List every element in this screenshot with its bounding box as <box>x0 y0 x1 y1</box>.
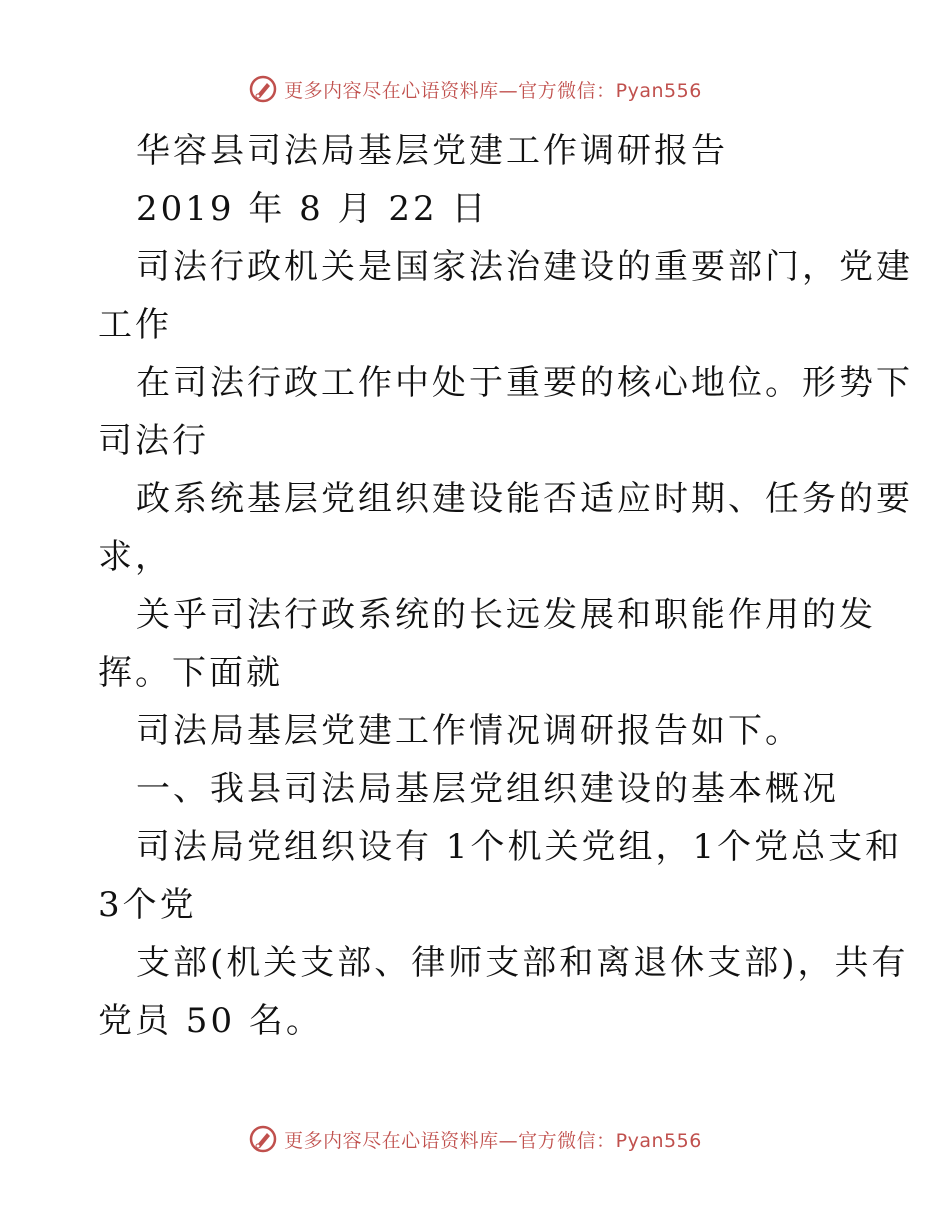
text-line: 挥。下面就 <box>98 653 283 693</box>
pen-logo-icon <box>248 1124 278 1154</box>
text-line: 求， <box>98 537 172 577</box>
text-line: 支部(机关支部、律师支部和离退休支部)，共有 <box>136 943 909 983</box>
text-line: 2019 年 8 月 22 日 <box>136 189 489 229</box>
watermark-text: 更多内容尽在心语资料库—官方微信：Pyan556 <box>284 79 702 102</box>
text-line: 党员 50 名。 <box>98 1001 323 1041</box>
text-line: 3个党 <box>98 885 197 925</box>
text-line: 司法局基层党建工作情况调研报告如下。 <box>136 711 802 751</box>
text-line: 在司法行政工作中处于重要的核心地位。形势下 <box>136 363 913 403</box>
text-line: 司法行政机关是国家法治建设的重要部门，党建 <box>136 247 913 287</box>
text-line: 关乎司法行政系统的长远发展和职能作用的发 <box>136 595 876 635</box>
pen-logo-icon <box>248 74 278 104</box>
text-line: 工作 <box>98 305 172 345</box>
header-watermark <box>0 73 950 105</box>
document-body <box>98 122 913 1050</box>
text-line: 司法行 <box>98 421 209 461</box>
watermark-text: 更多内容尽在心语资料库—官方微信：Pyan556 <box>284 1129 702 1152</box>
footer-watermark <box>0 1123 950 1155</box>
text-line: 司法局党组织设有 1个机关党组，1个党总支和 <box>136 827 903 867</box>
text-line: 政系统基层党组织建设能否适应时期、任务的要 <box>136 479 913 519</box>
document-title: 华容县司法局基层党建工作调研报告 <box>136 131 728 171</box>
text-line: 一、我县司法局基层党组织建设的基本概况 <box>136 769 839 809</box>
